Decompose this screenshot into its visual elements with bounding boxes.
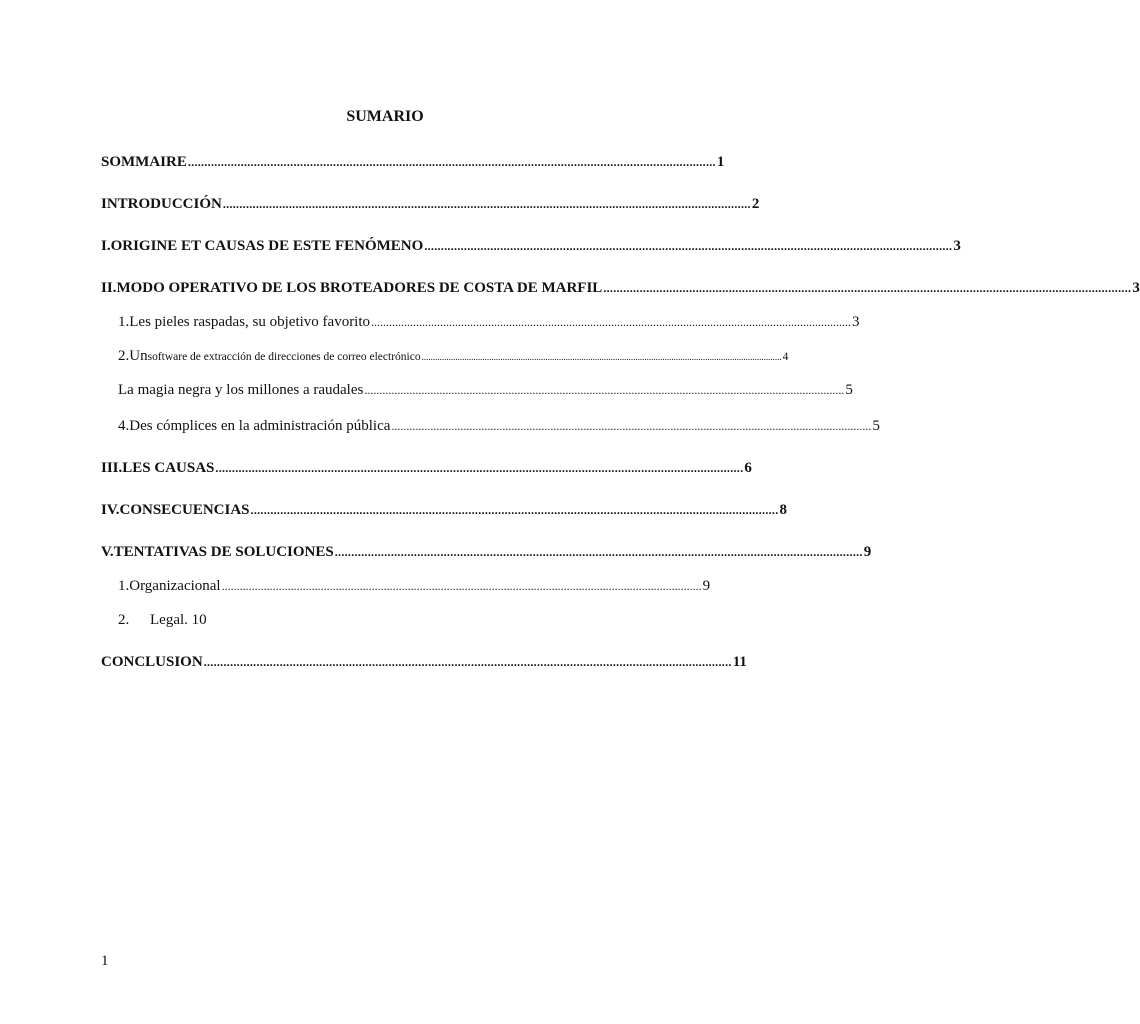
toc-entry-label: Organizacional bbox=[129, 578, 221, 594]
toc-leader-dots: ................................................................................................................................................................ bbox=[203, 655, 732, 669]
toc-entry-tentativas[interactable] bbox=[101, 542, 872, 562]
toc-entry-label: CONCLUSION bbox=[101, 654, 203, 670]
toc-entry-label: MODO OPERATIVO DE LOS BROTEADORES DE COSTA DE MARFIL bbox=[116, 280, 603, 296]
toc-entry-page: 8 bbox=[779, 502, 788, 518]
toc-entry-label: CONSECUENCIAS bbox=[119, 502, 250, 518]
toc-entry-label-small: software de extracción de direcciones de correo electrónico bbox=[147, 351, 421, 363]
toc-leader-dots: ................................................................................................................................................................ bbox=[391, 419, 872, 433]
toc-entry-number: II. bbox=[101, 280, 117, 296]
toc-entry-page: 5 bbox=[872, 418, 880, 434]
toc-entry-page: 3 bbox=[852, 314, 860, 330]
toc-entry-page: 5 bbox=[845, 382, 853, 398]
toc-entry-legal[interactable] bbox=[118, 610, 318, 630]
toc-entry-software-extraccion[interactable] bbox=[118, 346, 789, 367]
toc-entry-label: ORIGINE ET CAUSAS DE ESTE FENÓMENO bbox=[110, 238, 424, 254]
toc-entry-number: I. bbox=[101, 238, 111, 254]
toc-entry-label: Un bbox=[129, 348, 148, 364]
toc-leader-dots: ................................................................................................................................................................ bbox=[603, 281, 1132, 295]
toc-entry-page: 2 bbox=[751, 196, 760, 212]
toc-entry-page: 9 bbox=[863, 544, 872, 560]
toc-entry-origine[interactable] bbox=[101, 236, 961, 256]
toc-entry-label: SOMMAIRE bbox=[101, 154, 187, 170]
toc-leader-dots: ................................................................................................................................................................ bbox=[364, 383, 845, 397]
toc-entry-number: 1. bbox=[118, 314, 130, 330]
toc-entry-page: 9 bbox=[702, 578, 711, 594]
toc-entry-label: Les pieles raspadas, su objetivo favorito bbox=[129, 314, 371, 330]
toc-entry-label: Legal. 10 bbox=[150, 612, 207, 628]
toc-leader-dots: ................................................................................................................................................................ bbox=[222, 197, 751, 211]
toc-entry-complices[interactable] bbox=[118, 416, 880, 436]
toc-entry-consecuencias[interactable] bbox=[101, 500, 788, 520]
toc-entry-number: 2. bbox=[118, 348, 130, 364]
toc-entry-label: Des cómplices en la administración pública bbox=[129, 418, 391, 434]
page-number: 1 bbox=[101, 953, 109, 969]
toc-entry-label: LES CAUSAS bbox=[122, 460, 215, 476]
toc-entry-number: V. bbox=[101, 544, 114, 560]
toc-entry-les-causas[interactable] bbox=[101, 458, 752, 478]
toc-entry-label: La magia negra y los millones a raudales bbox=[118, 382, 364, 398]
toc-leader-dots: ................................................................................................................................................................ bbox=[250, 503, 779, 517]
toc-leader-dots: ................................................................................................................................................................ bbox=[221, 579, 702, 593]
toc-entry-label: TENTATIVAS DE SOLUCIONES bbox=[113, 544, 334, 560]
toc-entry-modo-operativo[interactable] bbox=[101, 278, 1140, 298]
toc-entry-number: 4. bbox=[118, 418, 130, 434]
toc-entry-conclusion[interactable] bbox=[101, 652, 747, 672]
page-title: SUMARIO bbox=[346, 108, 424, 125]
toc-entry-sommaire[interactable] bbox=[101, 152, 725, 172]
toc-leader-dots: ................................................................................................................................................................ bbox=[334, 545, 863, 559]
toc-leader-dots: ................................................................................................................................................................ bbox=[424, 239, 953, 253]
toc-entry-magia-negra[interactable] bbox=[118, 380, 853, 400]
toc-entry-number: 2. bbox=[118, 612, 130, 628]
toc-entry-page: 6 bbox=[744, 460, 752, 476]
toc-entry-page: 1 bbox=[716, 154, 725, 170]
toc-leader-dots: ................................................................................................................................................................ bbox=[371, 315, 852, 329]
toc-entry-page: 11 bbox=[732, 654, 747, 670]
toc-entry-page: 3 bbox=[1132, 280, 1140, 296]
toc-entry-page: 4 bbox=[782, 351, 789, 363]
toc-leader-dots: ................................................................................................................................................................ bbox=[215, 461, 744, 475]
toc-leader-dots: ................................................................................................................................................................ bbox=[421, 352, 782, 362]
toc-leader-dots: ................................................................................................................................................................ bbox=[187, 155, 716, 169]
toc-entry-number: IV. bbox=[101, 502, 120, 518]
toc-entry-number: III. bbox=[101, 460, 123, 476]
toc-entry-pieles-raspadas[interactable] bbox=[118, 312, 860, 332]
toc-entry-organizacional[interactable] bbox=[118, 576, 711, 596]
toc-entry-page: 3 bbox=[953, 238, 961, 254]
toc-entry-label: INTRODUCCIÓN bbox=[101, 196, 222, 212]
toc-entry-introduccion[interactable] bbox=[101, 194, 760, 214]
toc-entry-number: 1. bbox=[118, 578, 130, 594]
